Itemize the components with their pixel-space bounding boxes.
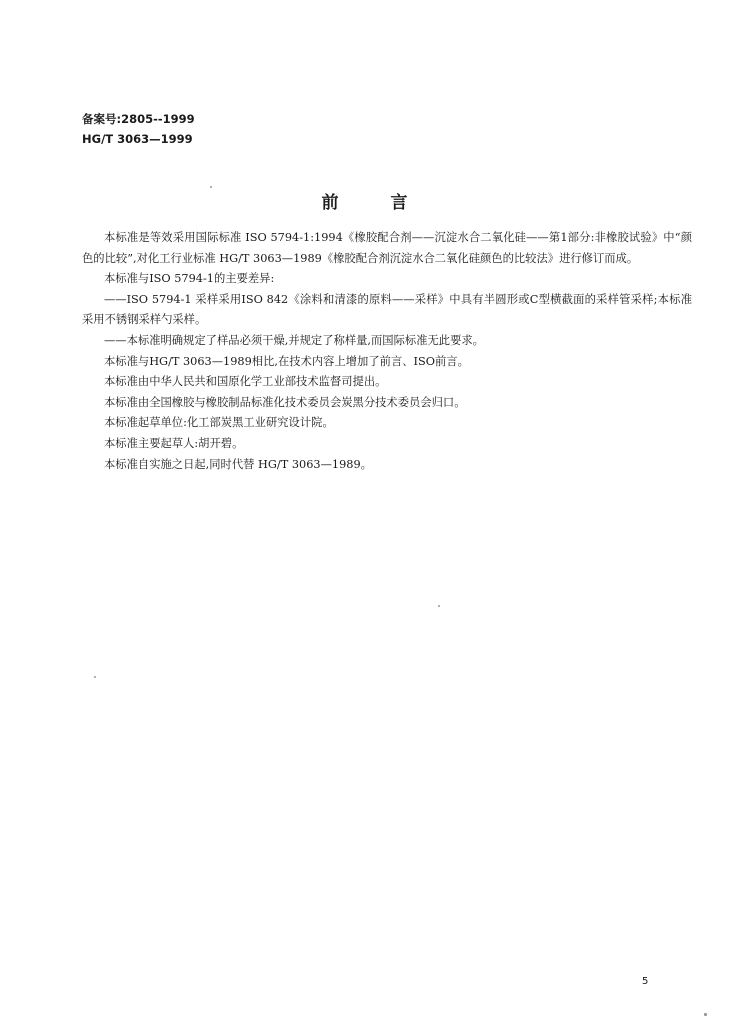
paragraph-difference-drying: ——本标准明确规定了样品必须干燥,并规定了称样量,而国际标准无此要求。 [104, 333, 484, 347]
record-number: 备案号:2805--1999 [82, 112, 195, 126]
paragraph-proposed-by: 本标准由中华人民共和国原化学工业部技术监督司提出。 [104, 375, 387, 389]
scan-speck [438, 605, 440, 607]
foreword-body [82, 228, 692, 475]
paragraph-comparison: 本标准与HG/T 3063—1989相比,在技术内容上增加了前言、ISO前言。 [104, 354, 469, 368]
document-header [82, 109, 195, 149]
paragraph-difference-sampling: ——ISO 5794-1 采样采用ISO 842《涂料和清漆的原料——采样》中具有半圆形或C型横截面的采样管采样;本标准采用不锈钢采样勺采样。 [82, 292, 692, 327]
standard-code: HG/T 3063—1999 [82, 132, 193, 146]
scan-speck [94, 676, 96, 678]
page-number: 5 [642, 976, 649, 987]
paragraph-differences-intro: 本标准与ISO 5794-1的主要差异: [104, 272, 275, 286]
paragraph-centralized-by: 本标准由全国橡胶与橡胶制品标准化技术委员会炭黑分技术委员会归口。 [104, 395, 466, 409]
scan-speck [704, 1013, 707, 1016]
paragraph-drafting-unit: 本标准起草单位:化工部炭黑工业研究设计院。 [104, 416, 334, 430]
scan-speck [210, 186, 212, 188]
page-title: 前言 [321, 193, 460, 213]
paragraph-drafter: 本标准主要起草人:胡开碧。 [104, 436, 244, 450]
paragraph-replacement: 本标准自实施之日起,同时代替 HG/T 3063—1989。 [104, 457, 372, 471]
paragraph-adoption: 本标准是等效采用国际标准 ISO 5794-1:1994《橡胶配合剂——沉淀水合二氧化硅——第1部分:非橡胶试验》中“颜色的比较”,对化工行业标准 HG/T 3063—1989《橡胶配合剂沉淀水合二氧化硅颜色的比较法》进行修订而成。 [82, 231, 692, 265]
